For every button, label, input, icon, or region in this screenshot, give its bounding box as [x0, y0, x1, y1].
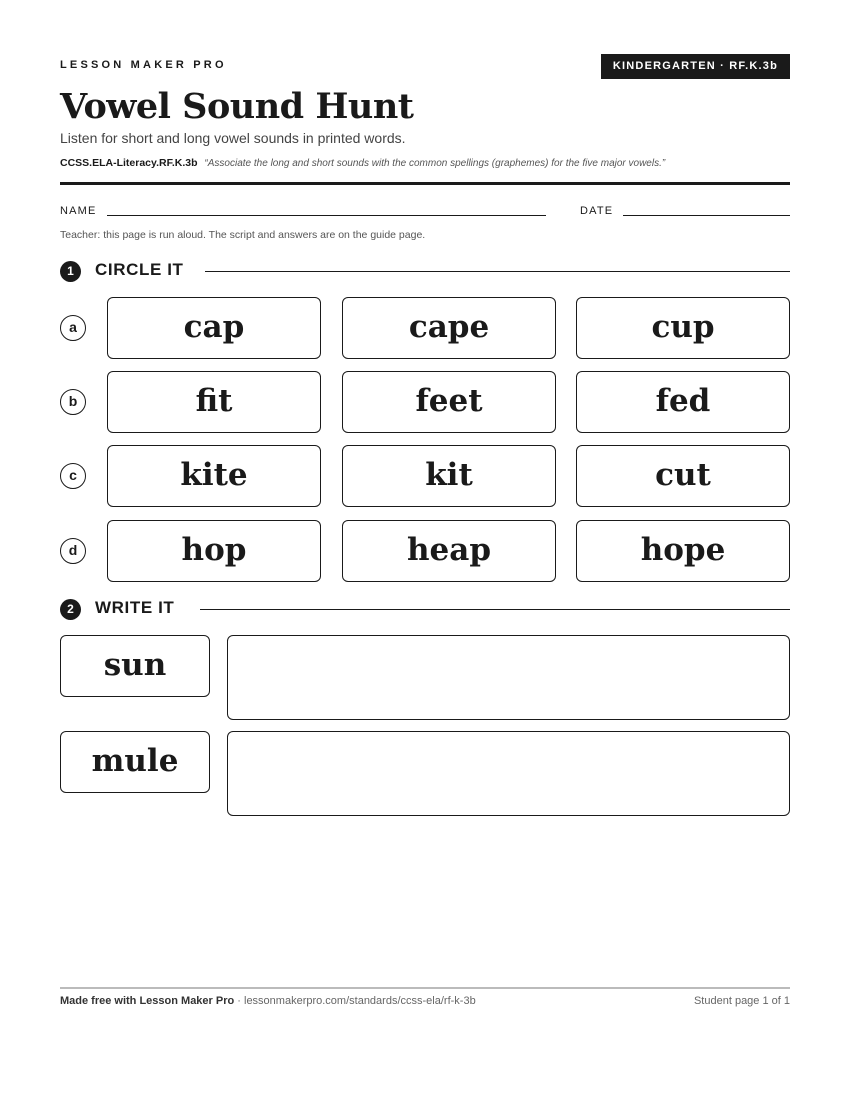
name-field[interactable] [107, 215, 546, 216]
write-answer-box[interactable] [227, 731, 790, 816]
section-circle-it [60, 259, 790, 283]
row-letter-badge: a [60, 315, 86, 341]
word-choice[interactable]: cup [576, 297, 790, 359]
section-number: 2 [60, 599, 81, 620]
section-title: CIRCLE IT [95, 260, 184, 279]
brand-name: LESSON MAKER PRO [60, 59, 227, 71]
row-letter-badge: b [60, 389, 86, 415]
word-choice[interactable]: cape [342, 297, 556, 359]
grade-badge: KINDERGARTEN · RF.K.3b [601, 54, 790, 79]
standard-code: CCSS.ELA-Literacy.RF.K.3b [60, 157, 198, 169]
circle-row-a [60, 297, 790, 359]
row-letter-badge: c [60, 463, 86, 489]
word-choice[interactable]: fed [576, 371, 790, 433]
date-field[interactable] [623, 215, 790, 216]
section-write-it [60, 597, 790, 621]
section-divider [200, 609, 790, 610]
word-choice[interactable]: heap [342, 520, 556, 582]
page-subtitle: Listen for short and long vowel sounds in printed words. [60, 130, 406, 146]
circle-row-c [60, 445, 790, 507]
section-title: WRITE IT [95, 598, 175, 617]
date-label: DATE [580, 205, 614, 217]
word-choice[interactable]: feet [342, 371, 556, 433]
footer-divider [60, 987, 790, 989]
word-choice[interactable]: cut [576, 445, 790, 507]
write-prompt-word: mule [60, 731, 210, 793]
page-title: Vowel Sound Hunt [60, 86, 414, 127]
circle-row-d [60, 520, 790, 582]
word-choice[interactable]: hop [107, 520, 321, 582]
standard-citation [60, 157, 665, 169]
circle-row-b [60, 371, 790, 433]
word-choice[interactable]: kit [342, 445, 556, 507]
worksheet-page [60, 0, 790, 1100]
footer-credit [60, 995, 476, 1007]
section-number: 1 [60, 261, 81, 282]
footer-page-number: Student page 1 of 1 [693, 995, 790, 1007]
row-letter-badge: d [60, 538, 86, 564]
write-answer-box[interactable] [227, 635, 790, 720]
word-choice[interactable]: fit [107, 371, 321, 433]
footer-url[interactable]: · lessonmakerpro.com/standards/ccss-ela/rf-k-3b [234, 995, 476, 1007]
footer-made-by: Made free with Lesson Maker Pro [60, 995, 235, 1007]
teacher-note: Teacher: this page is run aloud. The script and answers are on the guide page. [60, 229, 426, 241]
section-divider [205, 271, 790, 272]
write-prompt-word: sun [60, 635, 210, 697]
name-label: NAME [60, 205, 97, 217]
word-choice[interactable]: cap [107, 297, 321, 359]
word-choice[interactable]: hope [576, 520, 790, 582]
header-divider [60, 182, 790, 185]
standard-quote: “Associate the long and short sounds with the common spellings (graphemes) for the five major vowels.” [204, 158, 666, 169]
word-choice[interactable]: kite [107, 445, 321, 507]
